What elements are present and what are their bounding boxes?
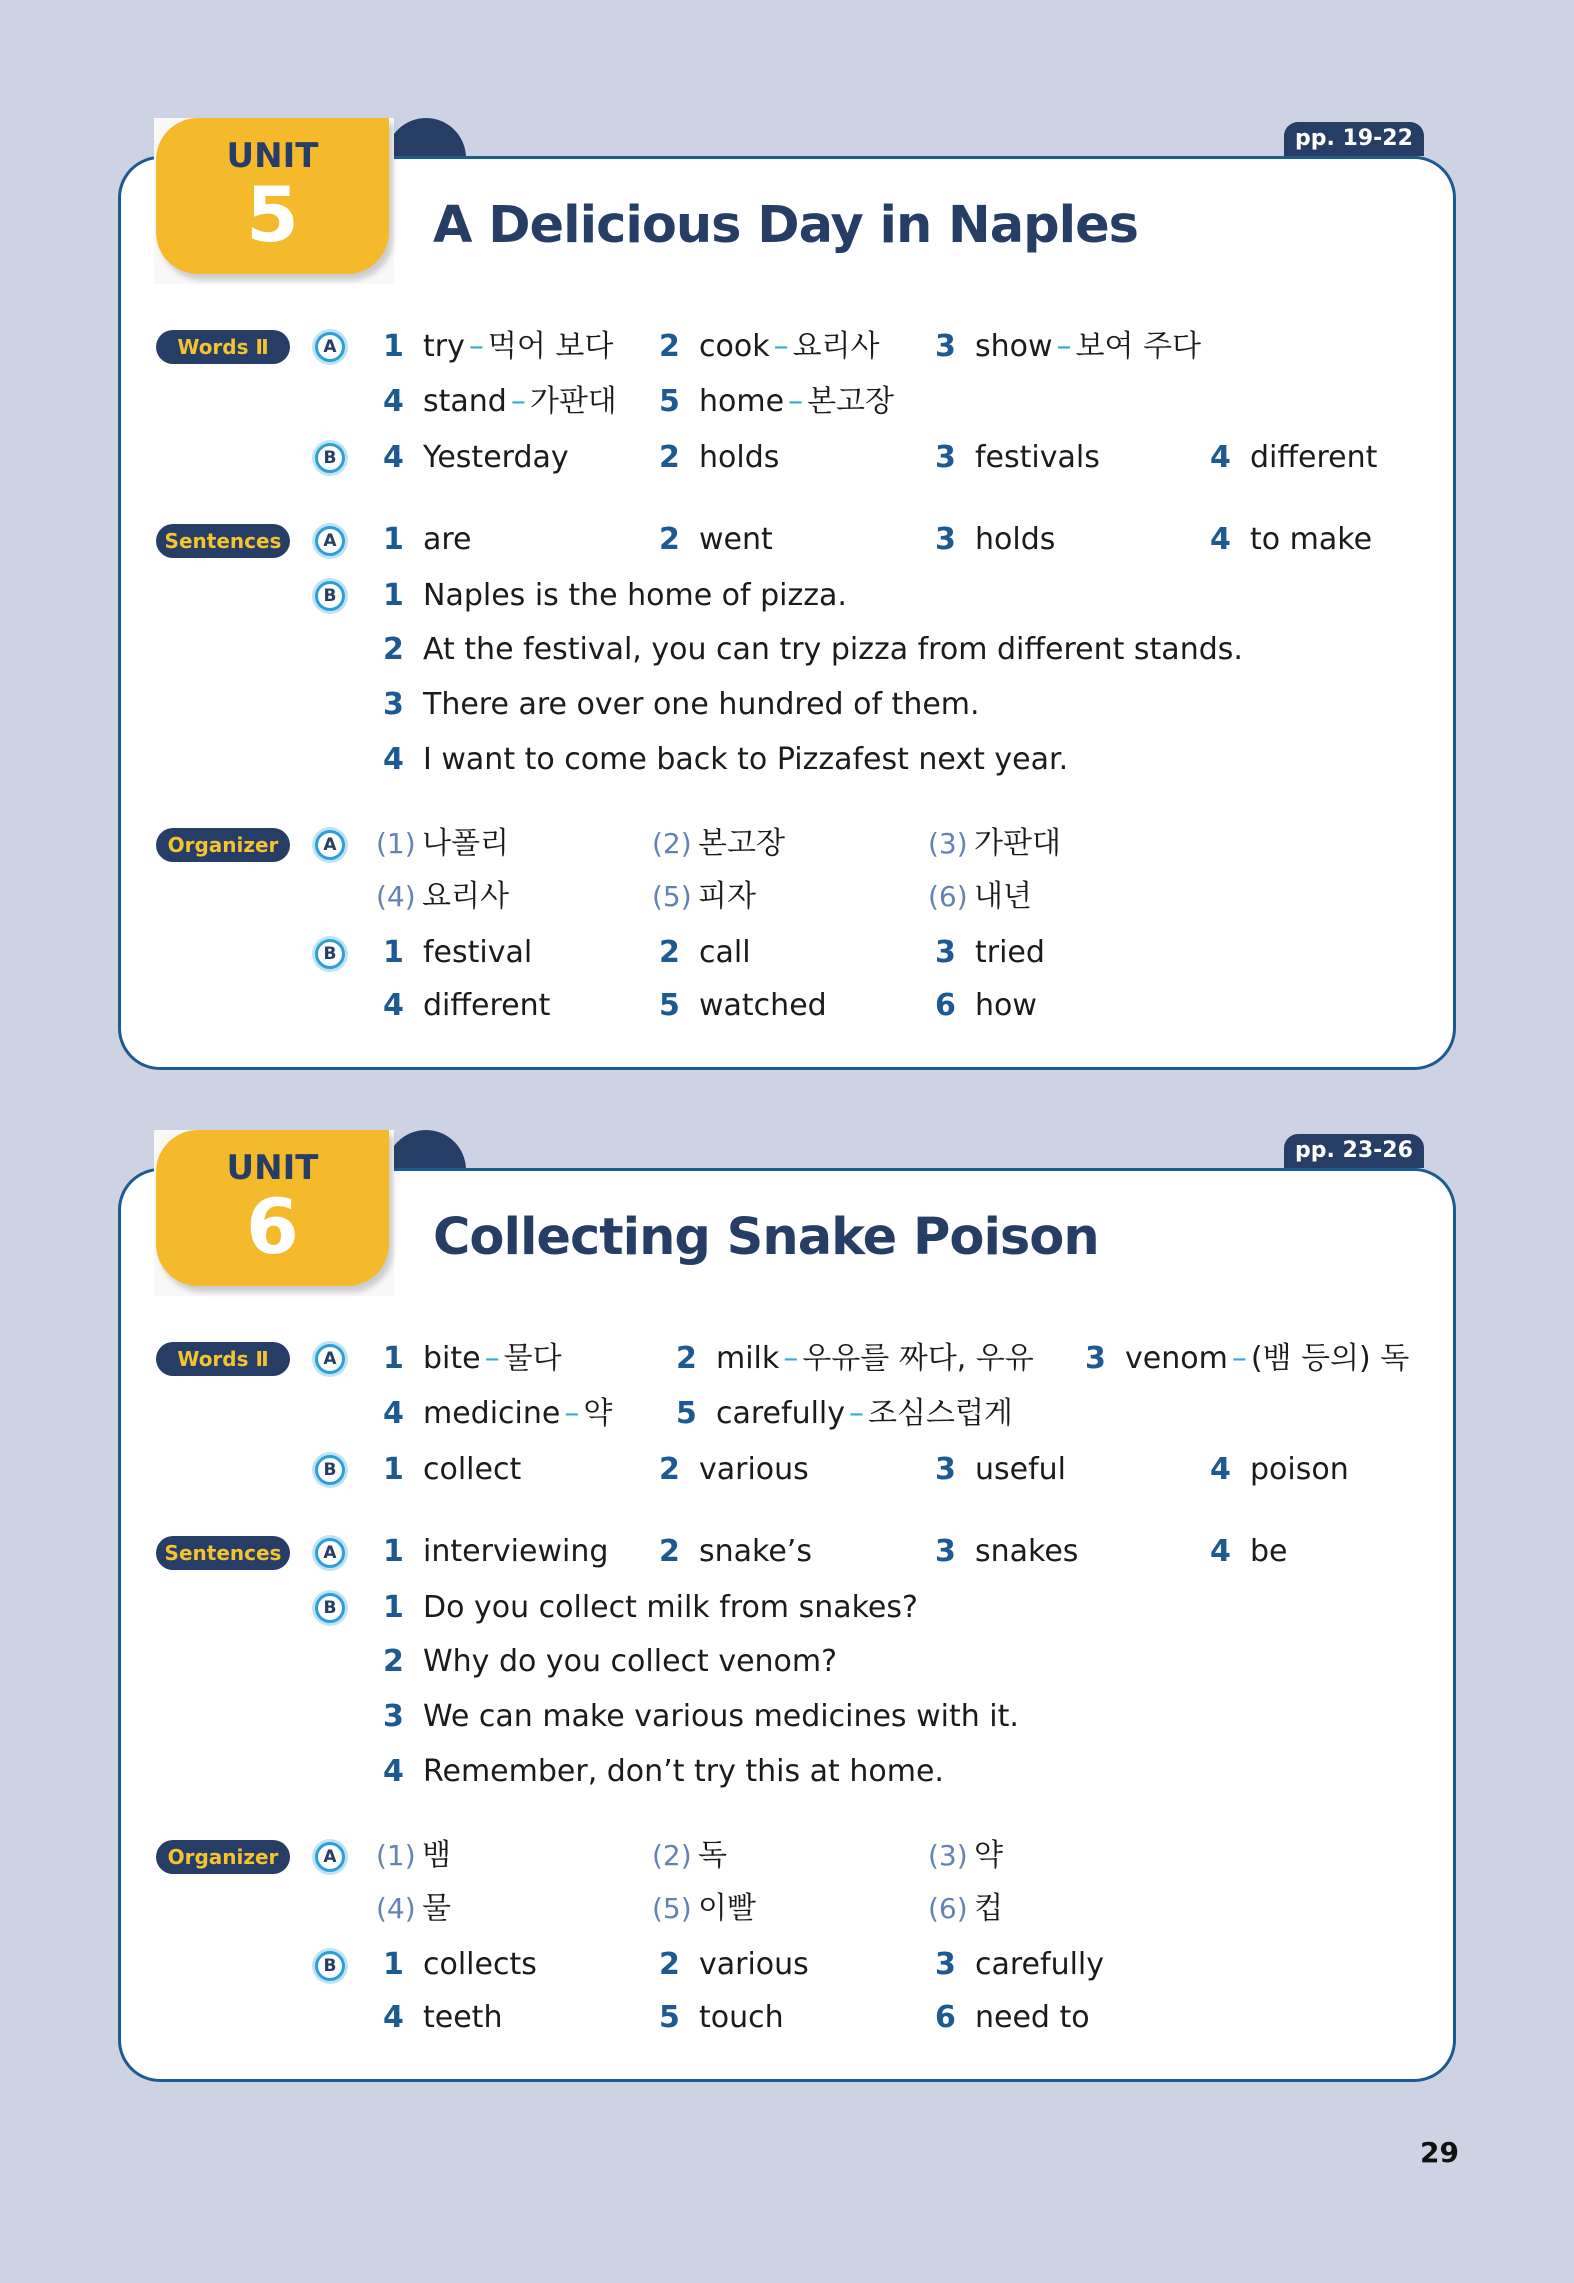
- sentence-item: 3 We can make various medicines with it.: [383, 1699, 1019, 1734]
- answer-item: 4 be: [1210, 1534, 1288, 1569]
- unit-6-section: [118, 1130, 1456, 2130]
- section-b-marker: B: [315, 939, 345, 969]
- answer-item: 2 call: [659, 935, 751, 970]
- answer-item: (6) 컵: [928, 1891, 1003, 1926]
- unit-number: 6: [246, 1182, 299, 1271]
- answer-item: 1 interviewing: [383, 1534, 609, 1569]
- answer-item: 1 try – 먹어 보다: [383, 329, 614, 364]
- unit-badge: [156, 1130, 389, 1286]
- answer-item: 3 show – 보여 주다: [935, 329, 1202, 364]
- answer-item: 4 poison: [1210, 1452, 1349, 1487]
- answer-item: (6) 내년: [928, 879, 1032, 914]
- answer-item: (2) 독: [652, 1838, 727, 1873]
- category-sentences: Sentences: [156, 524, 290, 558]
- sentence-item: 2 At the festival, you can try pizza from different stands.: [383, 632, 1243, 667]
- answer-item: 4 different: [1210, 440, 1378, 475]
- answer-item: (5) 피자: [652, 879, 756, 914]
- sentence-item: 4 I want to come back to Pizzafest next year.: [383, 742, 1069, 777]
- answer-item: 4 to make: [1210, 522, 1373, 557]
- answer-item: 2 milk – 우유를 짜다, 우유: [676, 1341, 1034, 1376]
- section-b-marker: B: [315, 1593, 345, 1623]
- answer-item: 2 cook – 요리사: [659, 329, 880, 364]
- answer-item: 5 carefully – 조심스럽게: [676, 1396, 1013, 1431]
- answer-item: 2 holds: [659, 440, 780, 475]
- answer-item: 3 useful: [935, 1452, 1067, 1487]
- answer-item: 3 tried: [935, 935, 1045, 970]
- answer-item: (4) 물: [376, 1891, 451, 1926]
- answer-item: 2 went: [659, 522, 773, 557]
- answer-item: 3 holds: [935, 522, 1056, 557]
- section-a-marker: A: [315, 1842, 345, 1872]
- unit-title: Collecting Snake Poison: [433, 1208, 1099, 1267]
- category-sentences: Sentences: [156, 1536, 290, 1570]
- answer-item: (3) 약: [928, 1838, 1003, 1873]
- answer-item: 4 different: [383, 988, 551, 1023]
- category-organizer: Organizer: [156, 828, 290, 862]
- answer-item: 1 are: [383, 522, 472, 557]
- category-organizer: Organizer: [156, 1840, 290, 1874]
- page-range-badge: pp. 23-26: [1284, 1134, 1424, 1168]
- answer-item: 2 various: [659, 1452, 809, 1487]
- unit-badge: [156, 118, 389, 274]
- answer-item: 5 touch: [659, 2000, 784, 2035]
- answer-item: (1) 나폴리: [376, 826, 509, 861]
- category-words: Words Ⅱ: [156, 330, 290, 364]
- answer-item: (3) 가판대: [928, 826, 1061, 861]
- answer-item: 3 festivals: [935, 440, 1100, 475]
- answer-item: 6 need to: [935, 2000, 1090, 2035]
- page-number: 29: [1420, 2136, 1459, 2169]
- unit-5-section: [118, 118, 1456, 1118]
- answer-item: 1 collect: [383, 1452, 522, 1487]
- answer-item: 2 snake’s: [659, 1534, 812, 1569]
- answer-item: 1 bite – 물다: [383, 1341, 562, 1376]
- sentence-item: 1 Do you collect milk from snakes?: [383, 1590, 918, 1625]
- answer-item: 4 Yesterday: [383, 440, 569, 475]
- answer-item: 4 stand – 가판대: [383, 384, 617, 419]
- sentence-item: 3 There are over one hundred of them.: [383, 687, 980, 722]
- section-a-marker: A: [315, 1538, 345, 1568]
- section-a-marker: A: [315, 830, 345, 860]
- section-a-marker: A: [315, 332, 345, 362]
- unit-label: UNIT: [226, 136, 319, 176]
- section-b-marker: B: [315, 1455, 345, 1485]
- section-b-marker: B: [315, 581, 345, 611]
- answer-item: 2 various: [659, 1947, 809, 1982]
- unit-title: A Delicious Day in Naples: [433, 196, 1139, 255]
- answer-item: 4 medicine – 약: [383, 1396, 613, 1431]
- answer-item: (2) 본고장: [652, 826, 785, 861]
- answer-item: 1 festival: [383, 935, 533, 970]
- answer-item: 3 carefully: [935, 1947, 1105, 1982]
- answer-item: (4) 요리사: [376, 879, 509, 914]
- page-range-badge: pp. 19-22: [1284, 122, 1424, 156]
- unit-number: 5: [246, 170, 299, 259]
- section-a-marker: A: [315, 1344, 345, 1374]
- answer-item: 4 teeth: [383, 2000, 503, 2035]
- answer-item: 5 home – 본고장: [659, 384, 895, 419]
- answer-item: (1) 뱀: [376, 1838, 451, 1873]
- answer-item: 3 snakes: [935, 1534, 1079, 1569]
- category-words: Words Ⅱ: [156, 1342, 290, 1376]
- unit-label: UNIT: [226, 1148, 319, 1188]
- sentence-item: 1 Naples is the home of pizza.: [383, 578, 847, 613]
- sentence-item: 4 Remember, don’t try this at home.: [383, 1754, 944, 1789]
- answer-item: 6 how: [935, 988, 1037, 1023]
- section-b-marker: B: [315, 443, 345, 473]
- section-a-marker: A: [315, 526, 345, 556]
- sentence-item: 2 Why do you collect venom?: [383, 1644, 838, 1679]
- answer-item: 3 venom – (뱀 등의) 독: [1085, 1341, 1410, 1376]
- answer-item: 5 watched: [659, 988, 827, 1023]
- answer-item: 1 collects: [383, 1947, 537, 1982]
- answer-item: (5) 이빨: [652, 1891, 756, 1926]
- section-b-marker: B: [315, 1951, 345, 1981]
